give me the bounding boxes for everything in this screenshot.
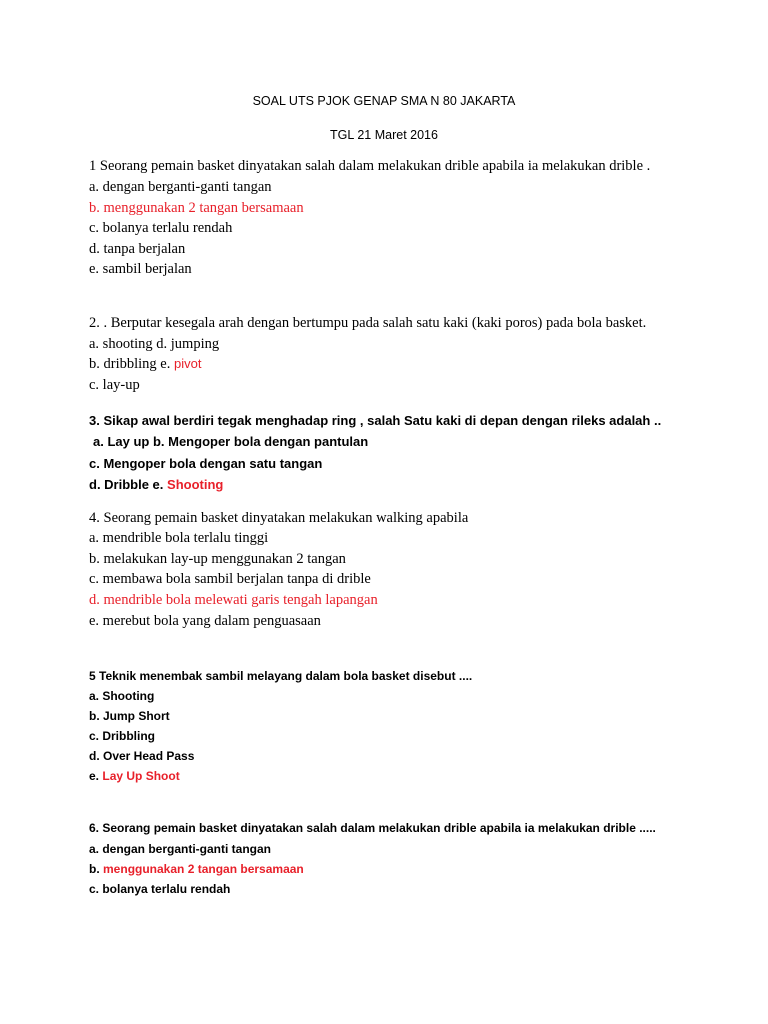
question-4-option-d-answer: d. mendrible bola melewati garis tengah lapangan bbox=[89, 592, 378, 608]
question-5-option-d: d. Over Head Pass bbox=[89, 749, 195, 763]
document-title: SOAL UTS PJOK GENAP SMA N 80 JAKARTA bbox=[252, 94, 516, 108]
question-2-options-b-e-prefix: b. dribbling e. bbox=[89, 356, 171, 372]
question-1-option-b-answer: b. menggunakan 2 tangan bersamaan bbox=[89, 200, 304, 216]
question-1-text: 1 Seorang pemain basket dinyatakan salah dalam melakukan drible apabila ia melakukan drible . bbox=[89, 158, 651, 174]
question-6-answer: menggunakan 2 tangan bersamaan bbox=[103, 862, 304, 876]
document-date: TGL 21 Maret 2016 bbox=[330, 128, 438, 142]
question-3-options-d-e-prefix: d. Dribble e. bbox=[89, 477, 164, 492]
question-2-text: 2. . Berputar kesegala arah dengan bertumpu pada salah satu kaki (kaki poros) pada bola basket. bbox=[89, 315, 647, 331]
question-5-text: 5 Teknik menembak sambil melayang dalam bola basket disebut .... bbox=[89, 669, 473, 683]
question-6-option-c: c. bolanya terlalu rendah bbox=[89, 882, 231, 896]
question-2-answer: pivot bbox=[173, 356, 202, 371]
question-1-option-a: a. dengan berganti-ganti tangan bbox=[89, 179, 272, 195]
question-5-option-e-prefix: e. bbox=[89, 769, 100, 783]
question-4-option-a: a. mendrible bola terlalu tinggi bbox=[89, 530, 269, 546]
question-5-option-a: a. Shooting bbox=[89, 689, 155, 703]
question-6-option-b-prefix: b. bbox=[89, 862, 100, 876]
question-4-option-c: c. membawa bola sambil berjalan tanpa di drible bbox=[89, 571, 371, 587]
question-5-option-c: c. Dribbling bbox=[89, 729, 155, 743]
question-6-text: 6. Seorang pemain basket dinyatakan salah dalam melakukan drible apabila ia melakukan drible ..... bbox=[89, 821, 656, 835]
question-4-text: 4. Seorang pemain basket dinyatakan melakukan walking apabila bbox=[89, 510, 469, 526]
question-1-option-d: d. tanpa berjalan bbox=[89, 241, 186, 257]
question-6-option-a: a. dengan berganti-ganti tangan bbox=[89, 842, 272, 856]
question-3-options-d-e bbox=[89, 477, 223, 492]
question-3-option-c: c. Mengoper bola dengan satu tangan bbox=[89, 456, 323, 471]
question-2-options-b-e bbox=[89, 356, 201, 373]
question-2-options-a-d: a. shooting d. jumping bbox=[89, 336, 220, 352]
question-3-options-a-b: a. Lay up b. Mengoper bola dengan pantulan bbox=[93, 434, 369, 449]
question-3-text: 3. Sikap awal berdiri tegak menghadap ring , salah Satu kaki di depan dengan rileks adalah .. bbox=[89, 413, 662, 428]
question-6-option-b bbox=[89, 862, 304, 876]
question-4-option-e: e. merebut bola yang dalam penguasaan bbox=[89, 613, 321, 629]
question-5-answer: Lay Up Shoot bbox=[102, 769, 180, 783]
question-1-option-e: e. sambil berjalan bbox=[89, 261, 192, 277]
question-5-option-b: b. Jump Short bbox=[89, 709, 170, 723]
question-5-option-e bbox=[89, 769, 180, 783]
question-2-option-c: c. lay-up bbox=[89, 377, 140, 393]
question-1-option-c: c. bolanya terlalu rendah bbox=[89, 220, 233, 236]
question-4-option-b: b. melakukan lay-up menggunakan 2 tangan bbox=[89, 551, 346, 567]
question-3-answer: Shooting bbox=[167, 477, 224, 492]
